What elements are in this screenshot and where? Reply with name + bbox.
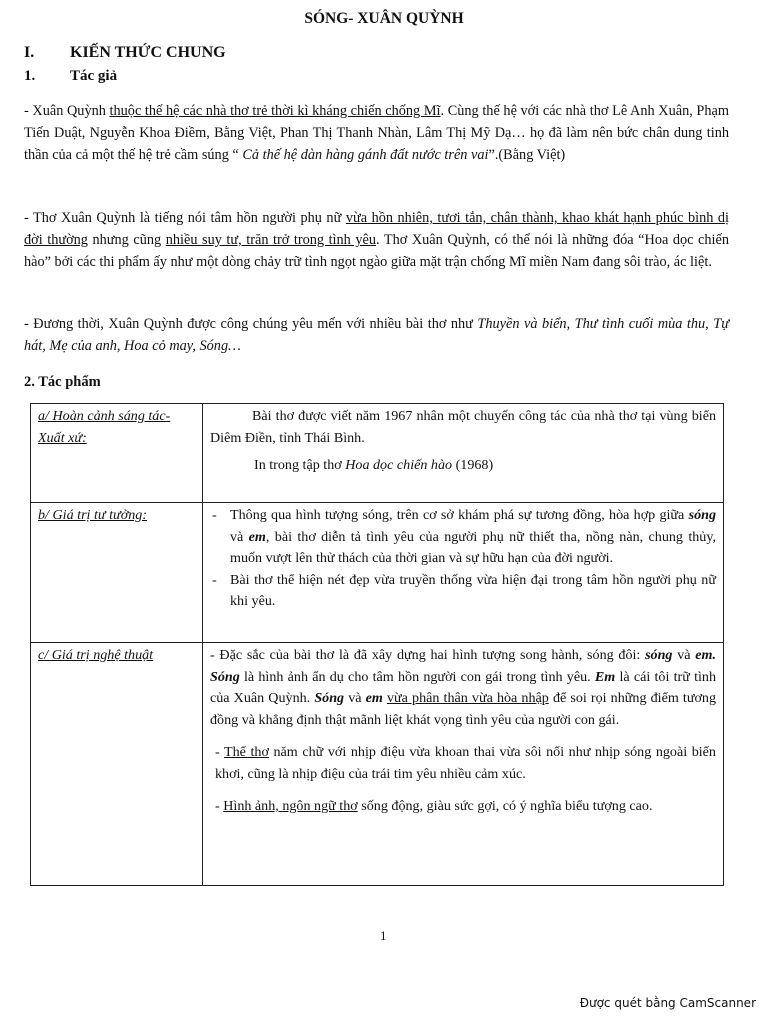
section-heading bbox=[24, 44, 226, 62]
page-number: 1 bbox=[380, 928, 387, 943]
subsection-label: Tác giả bbox=[70, 68, 118, 84]
row-label: c/ Giá trị nghệ thuật bbox=[31, 643, 203, 886]
paragraph-author-works: - Đương thời, Xuân Quỳnh được công chúng yêu mến với nhiều bài thơ như Thuyền và biển, Thư tình cuối mùa thu, Tự hát, Mẹ của anh, Hoa cỏ may, Sóng… bbox=[24, 316, 729, 354]
list-item: - Bài thơ thể hiện nét đẹp vừa truyền thống vừa hiện đại trong tâm hồn người phụ nữ khi yêu. bbox=[210, 570, 716, 613]
work-info-table bbox=[30, 403, 724, 886]
row-content: - Đặc sắc của bài thơ là đã xây dựng hai hình tượng song hành, sóng đôi: sóng và em. Sóng là hình ảnh ẩn dụ cho tâm hồn người con gái trong tình yêu. Em là cái tôi trữ tình của Xuân Quỳnh. Sóng và em vừa phân thân vừa hòa nhập để soi rọi những điểm tương đồng và khẳng định thật mãnh liệt khát vọng tình yêu của người con gái. - Thể thơ năm chữ với nhịp điệu vừa khoan thai vừa sôi nổi như nhịp sóng ngoài biển khơi, cũng là nhịp điệu của trái tim yêu nhiều cảm xúc. - Hình ảnh, ngôn ngữ thơ sống động, giàu sức gợi, có ý nghĩa biểu tượng cao. bbox=[203, 643, 724, 886]
subsection-number: 1. bbox=[24, 68, 36, 84]
scanner-watermark: Được quét bằng CamScanner bbox=[579, 996, 756, 1010]
row-label: a/ Hoàn cảnh sáng tác- Xuất xứ: bbox=[31, 404, 203, 503]
table-row bbox=[31, 643, 724, 886]
row-content bbox=[203, 503, 724, 643]
section-label: KIẾN THỨC CHUNG bbox=[70, 44, 226, 61]
paragraph-author-generation: - Xuân Quỳnh thuộc thế hệ các nhà thơ trẻ thời kì kháng chiến chống Mĩ. Cùng thế hệ với các nhà thơ Lê Anh Xuân, Phạm Tiến Duật, Nguyễn Khoa Điềm, Bằng Việt, Phan Thị Thanh Nhàn, Lâm Thị Mỹ Dạ… họ đã làm nên bức chân dung tinh thần của cả một thế hệ trẻ cầm súng “ Cả thế hệ dàn hàng gánh đất nước trên vai”.(Bằng Việt) bbox=[24, 103, 729, 163]
paragraph-author-style: - Thơ Xuân Quỳnh là tiếng nói tâm hồn người phụ nữ vừa hồn nhiên, tươi tắn, chân thành, khao khát hạnh phúc bình dị đời thường nhưng cũng nhiều suy tư, trăn trở trong tình yêu. Thơ Xuân Quỳnh, có thể nói là những đóa “Hoa dọc chiến hào” bởi các thi phẩm ấy như một dòng chảy trữ tình ngọt ngào giữa mặt trận chống Mĩ miền Nam đang sôi trào, ác liệt. bbox=[24, 210, 730, 270]
row-label: b/ Giá trị tư tưởng: bbox=[31, 503, 203, 643]
document-title: SÓNG- XUÂN QUỲNH bbox=[304, 10, 464, 27]
subsection-heading-work: 2. Tác phẩm bbox=[24, 374, 101, 390]
subsection-heading-author bbox=[24, 68, 117, 85]
list-item: - Thông qua hình tượng sóng, trên cơ sở khám phá sự tương đồng, hòa hợp giữa sóng và em, bài thơ diễn tả tình yêu của người phụ nữ thiết tha, nồng nàn, chung thủy, muốn vượt lên thử thách của thời gian và sự hữu hạn của đời người. bbox=[210, 505, 716, 570]
row-content: Bài thơ được viết năm 1967 nhân một chuyến công tác của nhà thơ tại vùng biển Diêm Điền, tỉnh Thái Bình. In trong tập thơ Hoa dọc chiến hào (1968) bbox=[203, 404, 724, 503]
table-row bbox=[31, 503, 724, 643]
section-number: I. bbox=[24, 44, 35, 61]
table-row bbox=[31, 404, 724, 503]
